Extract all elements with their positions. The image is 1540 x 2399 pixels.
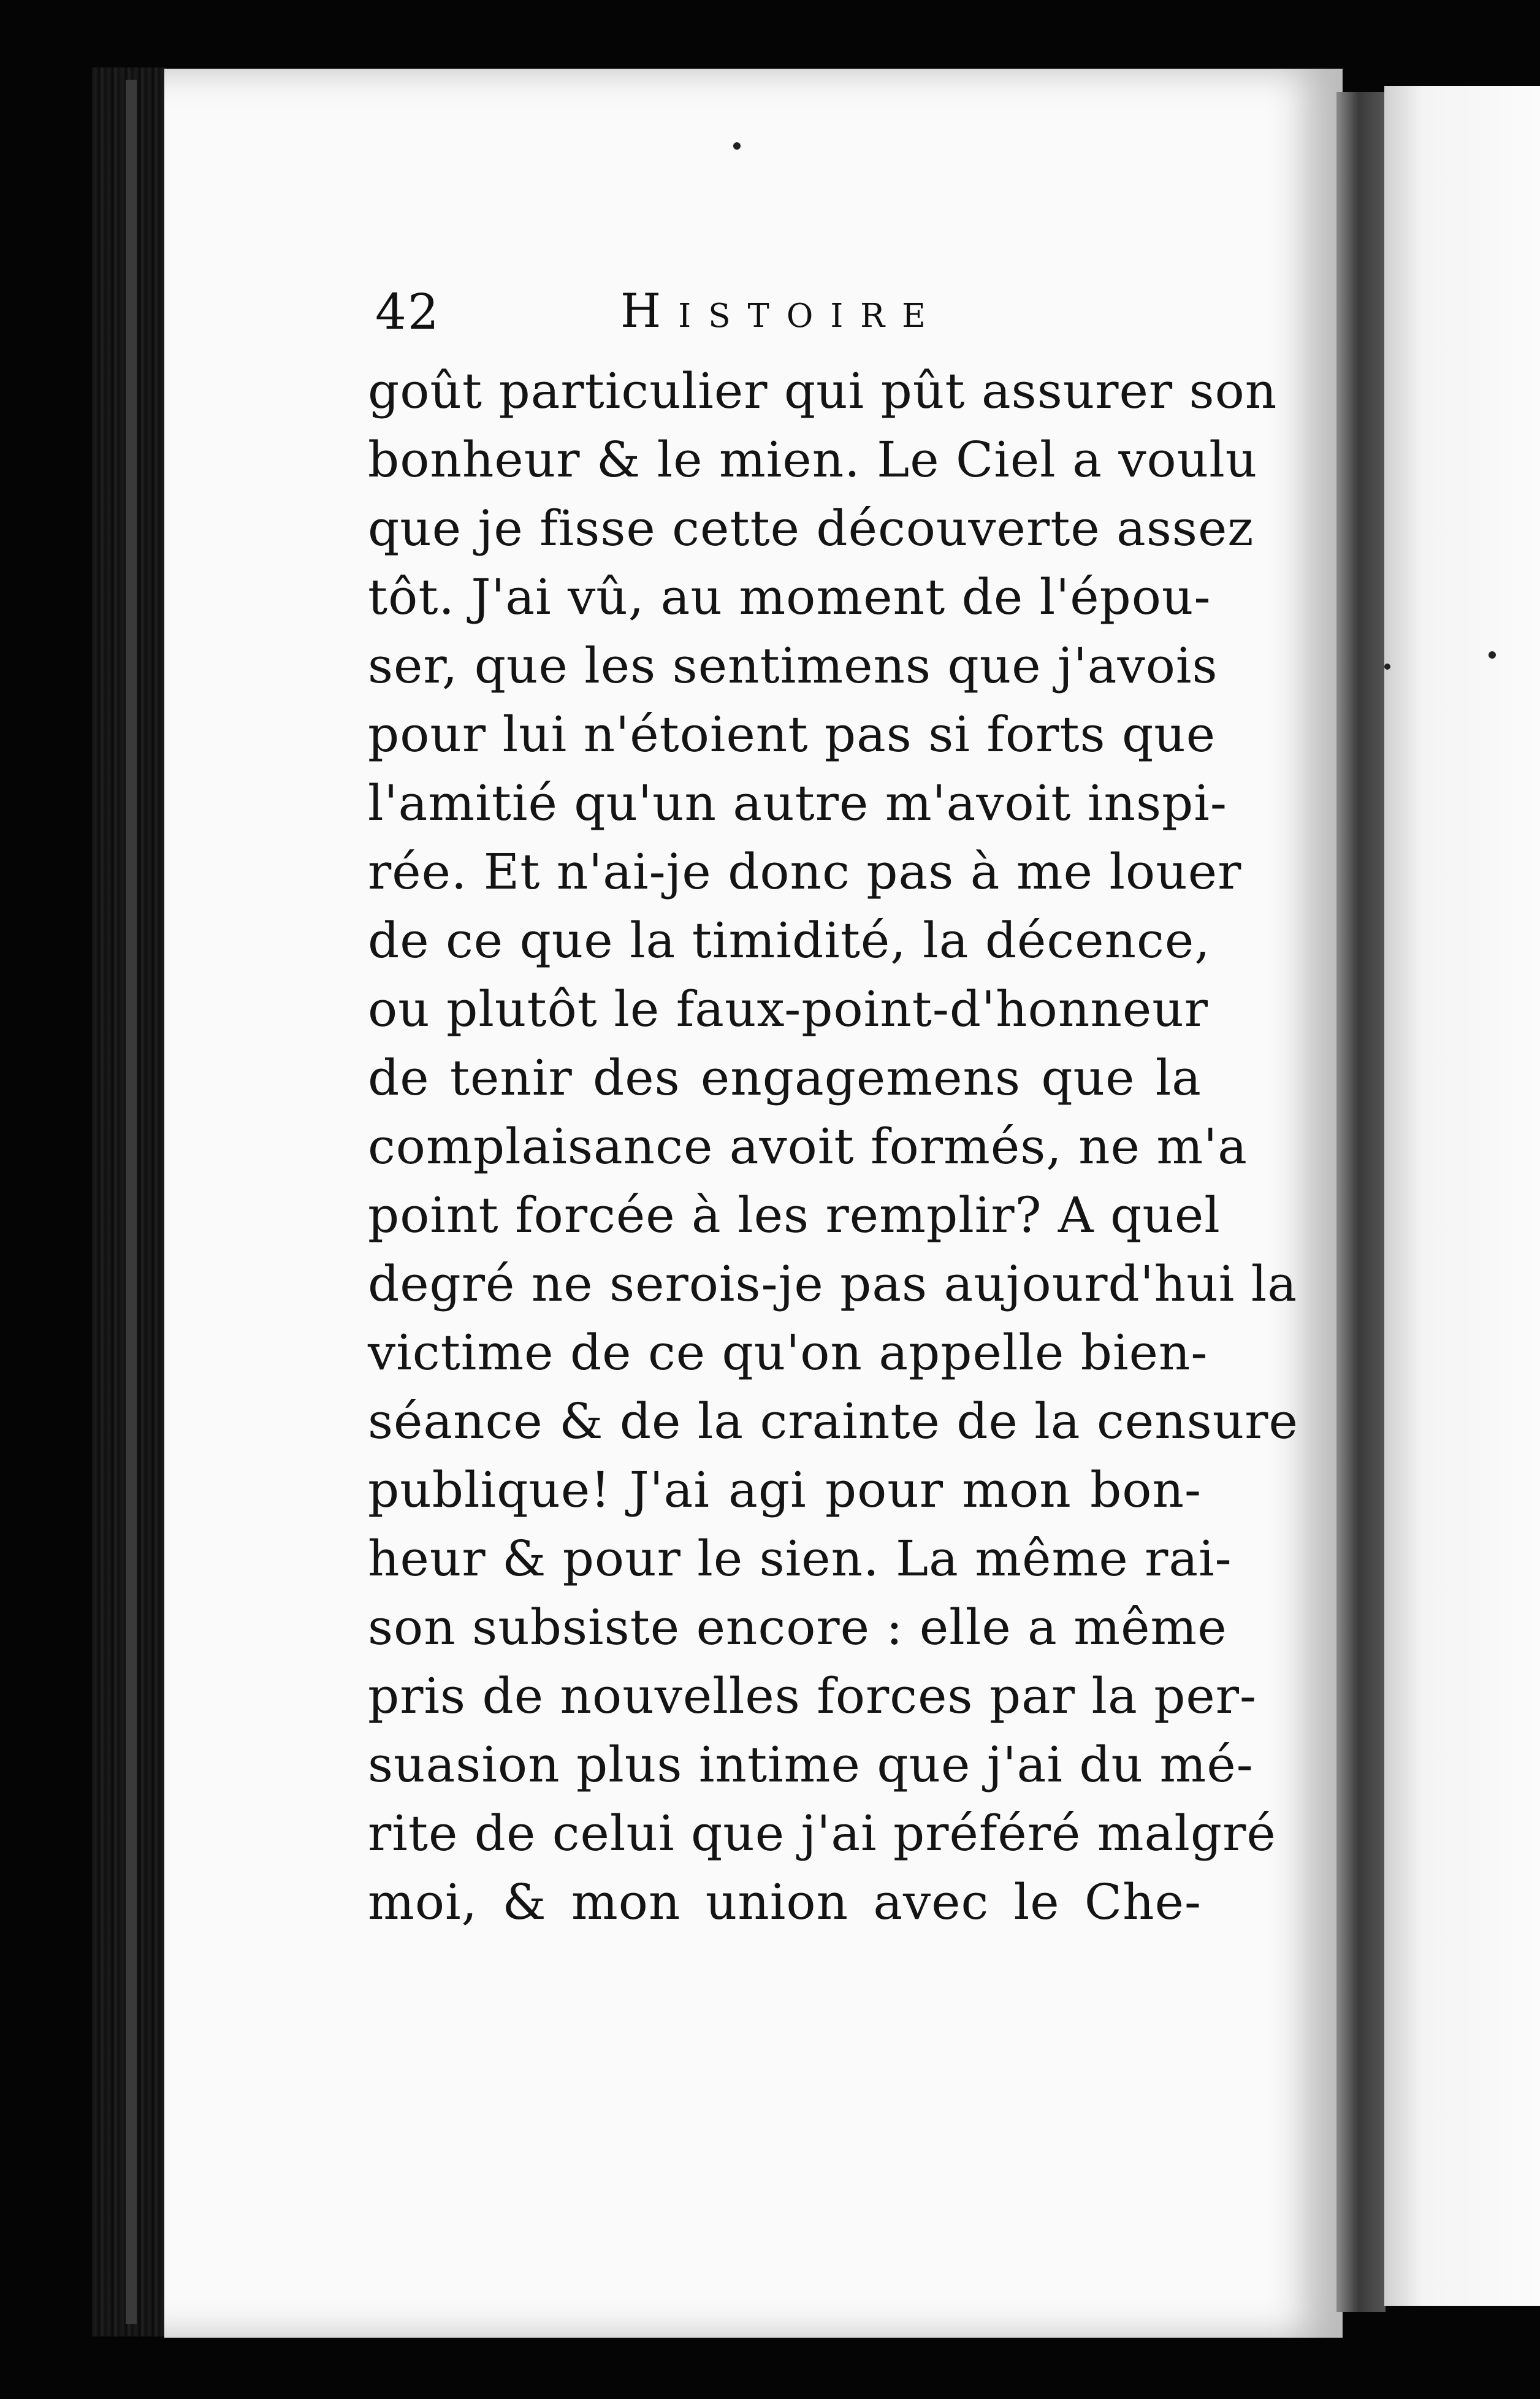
text-line: son subsiste encore : elle a même [368, 1599, 1227, 1656]
text-line: heur & pour le sien. La même rai- [368, 1530, 1232, 1587]
page-gutter-shadow [1336, 92, 1386, 2312]
text-line: tôt. J'ai vû, au moment de l'épou- [368, 568, 1211, 626]
text-line: pris de nouvelles forces par la per- [368, 1667, 1257, 1724]
facing-page [1384, 86, 1540, 2306]
page-number: 42 [375, 283, 440, 340]
ink-speck [1384, 664, 1390, 670]
text-line: victime de ce qu'on appelle bien- [368, 1324, 1208, 1381]
book-edge-highlight [126, 80, 137, 2324]
text-line: suasion plus intime que j'ai du mé- [368, 1736, 1254, 1793]
text-line: moi, & mon union avec le Che- [368, 1873, 1202, 1930]
text-line: séance & de la crainte de la censure [368, 1393, 1298, 1450]
text-line: l'amitié qu'un autre m'avoit inspi- [368, 775, 1227, 832]
text-line: de ce que la timidité, la décence, [368, 912, 1211, 969]
text-line: pour lui n'étoient pas si forts que [368, 706, 1216, 763]
text-line: bonheur & le mien. Le Ciel a voulu [368, 431, 1258, 488]
ink-speck [733, 142, 741, 150]
text-line: de tenir des engagemens que la [368, 1049, 1202, 1106]
running-head [375, 283, 994, 339]
text-line: degré ne serois-je pas aujourd'hui la [368, 1255, 1298, 1312]
text-line: publique! J'ai agi pour mon bon- [368, 1461, 1202, 1518]
text-line: goût particulier qui pût assurer son [368, 362, 1278, 419]
text-line: que je fisse cette découverte assez [368, 500, 1254, 557]
text-line: ser, que les sentimens que j'avois [368, 637, 1218, 694]
text-line: point forcée à les remplir? A quel [368, 1187, 1221, 1244]
text-line: rée. Et n'ai-je donc pas à me louer [368, 843, 1242, 900]
body-text [368, 357, 1298, 1937]
ink-speck [1489, 651, 1496, 659]
text-line: complaisance avoit formés, ne m'a [368, 1118, 1248, 1175]
text-line: rite de celui que j'ai préféré malgré [368, 1805, 1276, 1862]
running-title: Histoire [620, 283, 943, 338]
text-line: ou plutôt le faux-point-d'honneur [368, 981, 1208, 1038]
